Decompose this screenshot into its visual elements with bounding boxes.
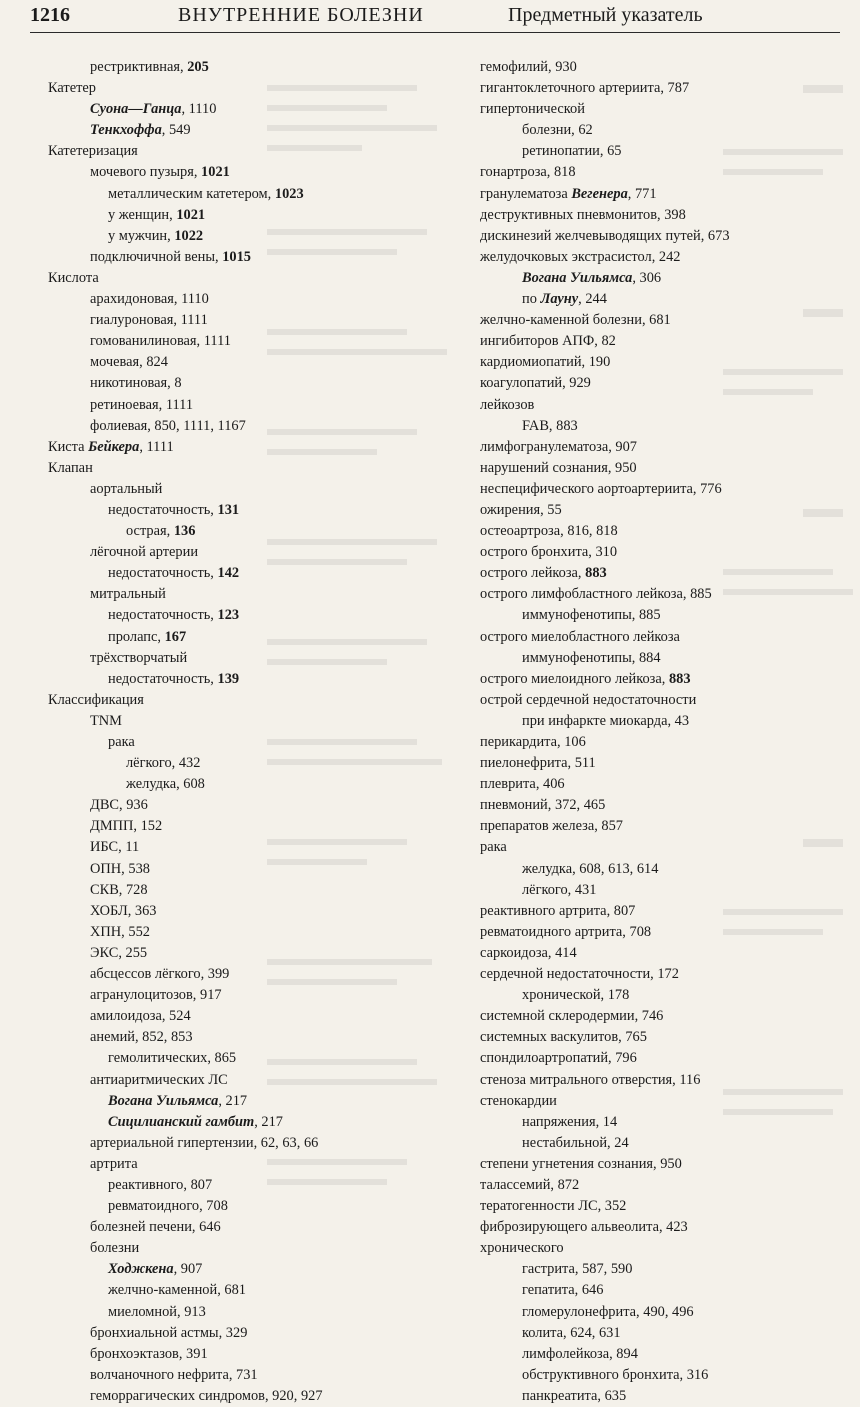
index-text: у мужчин,	[108, 228, 174, 244]
index-entry	[48, 458, 398, 479]
index-entry	[48, 184, 398, 205]
index-text: никотиновая, 8	[90, 375, 182, 391]
index-text: реактивного, 807	[108, 1177, 212, 1193]
index-text: лёгочной артерии	[90, 544, 198, 560]
index-text: системных васкулитов, 765	[480, 1029, 647, 1045]
index-eponym: Сицилианский гамбит	[108, 1114, 254, 1130]
index-entry	[480, 542, 840, 563]
index-entry	[48, 99, 398, 120]
index-text: лёгкого, 431	[522, 882, 596, 898]
index-text: Катетер	[48, 80, 96, 96]
index-text: нарушений сознания, 950	[480, 460, 637, 476]
index-eponym: Тенкхоффа	[90, 122, 162, 138]
index-text: деструктивных пневмонитов, 398	[480, 207, 686, 223]
index-text: острого бронхита, 310	[480, 544, 617, 560]
index-text: нестабильной, 24	[522, 1135, 629, 1151]
index-entry	[48, 985, 398, 1006]
index-text: спондилоартропатий, 796	[480, 1050, 637, 1066]
index-entry	[480, 901, 840, 922]
index-text: пиелонефрита, 511	[480, 755, 596, 771]
index-entry	[480, 584, 840, 605]
index-entry	[48, 162, 398, 183]
index-text: обструктивного бронхита, 316	[522, 1367, 708, 1383]
index-entry	[480, 774, 840, 795]
index-eponym: Лауну	[541, 291, 579, 307]
index-text: у женщин,	[108, 207, 176, 223]
index-text: тератогенности ЛС, 352	[480, 1198, 626, 1214]
index-entry	[48, 753, 398, 774]
index-text: препаратов железа, 857	[480, 818, 623, 834]
index-page-ref-bold: 205	[187, 59, 209, 75]
index-eponym: Суона—Ганца	[90, 101, 181, 117]
index-text: желудка, 608, 613, 614	[522, 861, 658, 877]
index-page-ref-bold: 1015	[222, 249, 251, 265]
index-entry	[48, 1175, 398, 1196]
index-entry	[480, 1238, 840, 1259]
index-text: гепатита, 646	[522, 1282, 603, 1298]
index-entry	[48, 205, 398, 226]
index-text: Клапан	[48, 460, 93, 476]
index-entry	[480, 985, 840, 1006]
index-text: трёхстворчатый	[90, 650, 187, 666]
index-text: сердечной недостаточности, 172	[480, 966, 679, 982]
index-text: подключичной вены,	[90, 249, 222, 265]
index-entry	[48, 732, 398, 753]
index-entry	[48, 268, 398, 289]
index-entry	[480, 395, 840, 416]
index-text: геморрагических синдромов, 920, 927	[90, 1388, 323, 1404]
page-header	[30, 4, 840, 33]
index-entry	[48, 1386, 398, 1407]
index-entry	[48, 437, 398, 458]
index-entry	[48, 922, 398, 943]
index-entry	[48, 352, 398, 373]
index-entry	[480, 711, 840, 732]
index-entry	[48, 563, 398, 584]
index-text: гастрита, 587, 590	[522, 1261, 632, 1277]
index-text: ХОБЛ, 363	[90, 903, 157, 919]
index-text: артрита	[90, 1156, 138, 1172]
index-text: панкреатита, 635	[522, 1388, 626, 1404]
index-text: бронхоэктазов, 391	[90, 1346, 208, 1362]
index-entry	[48, 943, 398, 964]
index-entry	[480, 1091, 840, 1112]
index-entry	[480, 690, 840, 711]
index-entry	[480, 437, 840, 458]
index-text: рестриктивная,	[90, 59, 187, 75]
index-entry	[480, 1259, 840, 1280]
index-text: ДМПП, 152	[90, 818, 162, 834]
index-text: коагулопатий, 929	[480, 375, 591, 391]
index-entry	[480, 1302, 840, 1323]
index-entry	[48, 310, 398, 331]
index-entry	[48, 1027, 398, 1048]
index-page-ref-bold: 136	[174, 523, 196, 539]
index-entry	[48, 605, 398, 626]
index-text: иммунофенотипы, 885	[522, 607, 661, 623]
index-entry	[480, 289, 840, 310]
index-text: ретинопатии, 65	[522, 143, 621, 159]
index-text: талассемий, 872	[480, 1177, 579, 1193]
index-entry	[48, 859, 398, 880]
index-eponym: Бейкера	[88, 439, 139, 455]
index-entry	[480, 732, 840, 753]
index-entry	[480, 1280, 840, 1301]
index-text: , 244	[578, 291, 607, 307]
index-page-ref-bold: 883	[669, 671, 691, 687]
index-text: , 771	[628, 186, 657, 202]
index-entry	[48, 1323, 398, 1344]
index-entry	[48, 120, 398, 141]
index-text: острого миелоидного лейкоза,	[480, 671, 669, 687]
index-text: кардиомиопатий, 190	[480, 354, 610, 370]
index-eponym: Вогана Уильямса	[108, 1093, 218, 1109]
index-entry	[480, 162, 840, 183]
index-entry	[480, 859, 840, 880]
index-entry	[480, 964, 840, 985]
index-entry	[480, 57, 840, 78]
index-text: Классификация	[48, 692, 144, 708]
index-text: хронической, 178	[522, 987, 629, 1003]
index-page-ref-bold: 139	[218, 671, 240, 687]
index-entry	[480, 1048, 840, 1069]
index-page-ref-bold: 131	[218, 502, 240, 518]
index-text: митральный	[90, 586, 166, 602]
index-text: анемий, 852, 853	[90, 1029, 193, 1045]
index-text: пролапс,	[108, 629, 165, 645]
index-entry	[48, 1365, 398, 1386]
index-entry	[480, 352, 840, 373]
index-text: лимфогранулематоза, 907	[480, 439, 637, 455]
index-entry	[480, 795, 840, 816]
index-entry	[48, 331, 398, 352]
index-text: рака	[108, 734, 135, 750]
index-text: острой сердечной недостаточности	[480, 692, 696, 708]
index-text: при инфаркте миокарда, 43	[522, 713, 689, 729]
index-text: миеломной, 913	[108, 1304, 206, 1320]
index-entry	[48, 711, 398, 732]
index-text: острого лимфобластного лейкоза, 885	[480, 586, 712, 602]
index-text: желчно-каменной болезни, 681	[480, 312, 671, 328]
index-text: ожирения, 55	[480, 502, 562, 518]
index-text: , 217	[218, 1093, 247, 1109]
index-eponym: Вегенера	[571, 186, 627, 202]
index-entry	[480, 416, 840, 437]
index-text: острого лейкоза,	[480, 565, 585, 581]
index-entry	[48, 690, 398, 711]
index-entry	[48, 1217, 398, 1238]
index-entry	[48, 542, 398, 563]
index-entry	[48, 416, 398, 437]
index-entry	[480, 247, 840, 268]
index-entry	[480, 1133, 840, 1154]
index-text: ОПН, 538	[90, 861, 150, 877]
index-text: ДВС, 936	[90, 797, 148, 813]
index-entry	[480, 268, 840, 289]
index-entry	[48, 1048, 398, 1069]
index-entry	[48, 1280, 398, 1301]
index-text: стенокардии	[480, 1093, 557, 1109]
index-entry	[480, 120, 840, 141]
index-text: гонартроза, 818	[480, 164, 576, 180]
index-text: СКВ, 728	[90, 882, 148, 898]
index-entry	[480, 648, 840, 669]
index-page-ref-bold: 1022	[174, 228, 203, 244]
index-entry	[480, 627, 840, 648]
index-text: арахидоновая, 1110	[90, 291, 209, 307]
index-entry	[480, 500, 840, 521]
index-entry	[480, 1323, 840, 1344]
index-text: антиаритмических ЛС	[90, 1072, 228, 1088]
index-text: болезни	[90, 1240, 139, 1256]
index-text: недостаточность,	[108, 671, 218, 687]
index-text: гомованилиновая, 1111	[90, 333, 231, 349]
index-column-left	[48, 57, 398, 1407]
index-text: абсцессов лёгкого, 399	[90, 966, 229, 982]
index-entry	[480, 479, 840, 500]
index-text: лёгкого, 432	[126, 755, 200, 771]
index-text: плеврита, 406	[480, 776, 565, 792]
index-entry	[48, 289, 398, 310]
index-entry	[48, 57, 398, 78]
index-entry	[48, 500, 398, 521]
index-text: , 1110	[181, 101, 216, 117]
index-text: реактивного артрита, 807	[480, 903, 635, 919]
index-entry	[480, 99, 840, 120]
index-entry	[48, 1238, 398, 1259]
index-text: хронического	[480, 1240, 564, 1256]
index-entry	[48, 141, 398, 162]
index-text: бронхиальной астмы, 329	[90, 1325, 247, 1341]
index-text: недостаточность,	[108, 565, 218, 581]
index-text: фиброзирующего альвеолита, 423	[480, 1219, 688, 1235]
index-entry	[48, 1006, 398, 1027]
index-entry	[480, 458, 840, 479]
index-entry	[480, 880, 840, 901]
index-text: острого миелобластного лейкоза	[480, 629, 680, 645]
index-text: , 217	[254, 1114, 283, 1130]
index-entry	[480, 1006, 840, 1027]
index-entry	[48, 78, 398, 99]
index-entry	[480, 1027, 840, 1048]
index-entry	[48, 816, 398, 837]
index-entry	[48, 521, 398, 542]
index-text: мочевого пузыря,	[90, 164, 201, 180]
index-text: желчно-каменной, 681	[108, 1282, 246, 1298]
index-text: FAB, 883	[522, 418, 578, 434]
index-text: гемолитических, 865	[108, 1050, 236, 1066]
index-entry	[480, 1112, 840, 1133]
index-entry	[48, 627, 398, 648]
index-text: гипертонической	[480, 101, 585, 117]
index-entry	[48, 1133, 398, 1154]
index-entry	[480, 1344, 840, 1365]
index-text: рака	[480, 839, 507, 855]
index-entry	[48, 395, 398, 416]
index-entry	[48, 837, 398, 858]
index-entry	[480, 922, 840, 943]
index-entry	[480, 1386, 840, 1407]
index-page-ref-bold: 883	[585, 565, 607, 581]
index-text: ИБС, 11	[90, 839, 139, 855]
index-entry	[480, 521, 840, 542]
index-entry	[480, 141, 840, 162]
book-title: ВНУТРЕННИЕ БОЛЕЗНИ	[178, 4, 424, 27]
index-text: степени угнетения сознания, 950	[480, 1156, 682, 1172]
index-entry	[480, 331, 840, 352]
index-text: недостаточность,	[108, 502, 218, 518]
index-text: мочевая, 824	[90, 354, 168, 370]
index-page-ref-bold: 1021	[201, 164, 230, 180]
index-page-ref-bold: 1023	[275, 186, 304, 202]
index-entry	[48, 1070, 398, 1091]
index-entry	[48, 1091, 398, 1112]
index-entry	[480, 226, 840, 247]
index-entry	[480, 78, 840, 99]
index-entry	[48, 373, 398, 394]
index-entry	[48, 1259, 398, 1280]
index-text: колита, 624, 631	[522, 1325, 621, 1341]
index-text: системной склеродермии, 746	[480, 1008, 663, 1024]
index-text: гранулематоза	[480, 186, 571, 202]
index-text: , 306	[632, 270, 661, 286]
index-text: гломерулонефрита, 490, 496	[522, 1304, 694, 1320]
index-eponym: Ходжкена	[108, 1261, 174, 1277]
index-entry	[480, 605, 840, 626]
index-text: саркоидоза, 414	[480, 945, 577, 961]
index-entry	[480, 373, 840, 394]
index-text: волчаночного нефрита, 731	[90, 1367, 258, 1383]
index-text: иммунофенотипы, 884	[522, 650, 661, 666]
index-entry	[48, 1196, 398, 1217]
index-entry	[48, 247, 398, 268]
index-entry	[480, 184, 840, 205]
index-text: артериальной гипертензии, 62, 63, 66	[90, 1135, 318, 1151]
index-text: ретиноевая, 1111	[90, 397, 193, 413]
index-text: металлическим катетером,	[108, 186, 275, 202]
index-entry	[480, 1175, 840, 1196]
index-text: фолиевая, 850, 1111, 1167	[90, 418, 246, 434]
index-text: гиалуроновая, 1111	[90, 312, 208, 328]
index-entry	[480, 205, 840, 226]
index-page-ref-bold: 142	[218, 565, 240, 581]
index-entry	[480, 1196, 840, 1217]
index-text: дискинезий желчевыводящих путей, 673	[480, 228, 730, 244]
index-text: недостаточность,	[108, 607, 218, 623]
section-title: Предметный указатель	[508, 4, 703, 27]
index-entry	[480, 310, 840, 331]
index-text: Киста	[48, 439, 88, 455]
index-entry	[480, 1070, 840, 1091]
index-entry	[48, 774, 398, 795]
index-entry	[480, 753, 840, 774]
index-text: болезней печени, 646	[90, 1219, 221, 1235]
index-text: , 1111	[139, 439, 173, 455]
index-text: агранулоцитозов, 917	[90, 987, 222, 1003]
index-text: амилоидоза, 524	[90, 1008, 191, 1024]
index-text: перикардита, 106	[480, 734, 586, 750]
index-entry	[48, 479, 398, 500]
index-entry	[48, 226, 398, 247]
index-text: TNM	[90, 713, 122, 729]
index-text: по	[522, 291, 541, 307]
index-text: Катетеризация	[48, 143, 138, 159]
index-entry	[480, 563, 840, 584]
index-text: гигантоклеточного артериита, 787	[480, 80, 689, 96]
index-entry	[48, 1344, 398, 1365]
index-text: ХПН, 552	[90, 924, 150, 940]
index-text: Кислота	[48, 270, 99, 286]
index-text: желудочковых экстрасистол, 242	[480, 249, 681, 265]
index-text: пневмоний, 372, 465	[480, 797, 605, 813]
index-entry	[48, 1302, 398, 1323]
index-entry	[48, 964, 398, 985]
index-entry	[48, 584, 398, 605]
index-entry	[480, 1365, 840, 1386]
index-entry	[480, 1154, 840, 1175]
page-number: 1216	[30, 4, 70, 27]
index-entry	[48, 901, 398, 922]
index-entry	[480, 837, 840, 858]
index-entry	[48, 1154, 398, 1175]
index-text: гемофилий, 930	[480, 59, 577, 75]
index-entry	[48, 795, 398, 816]
index-text: неспецифического аортоартериита, 776	[480, 481, 722, 497]
index-entry	[48, 648, 398, 669]
index-text: напряжения, 14	[522, 1114, 617, 1130]
index-text: аортальный	[90, 481, 162, 497]
index-text: ингибиторов АПФ, 82	[480, 333, 616, 349]
index-text: лимфолейкоза, 894	[522, 1346, 638, 1362]
index-entry	[480, 816, 840, 837]
index-entry	[480, 669, 840, 690]
index-page-ref-bold: 1021	[176, 207, 205, 223]
index-entry	[48, 669, 398, 690]
index-text: ЭКС, 255	[90, 945, 147, 961]
index-text: желудка, 608	[126, 776, 205, 792]
index-entry	[480, 943, 840, 964]
index-text: ревматоидного артрита, 708	[480, 924, 651, 940]
index-text: стеноза митрального отверстия, 116	[480, 1072, 700, 1088]
index-text: остеоартроза, 816, 818	[480, 523, 618, 539]
index-eponym: Вогана Уильямса	[522, 270, 632, 286]
index-text: , 907	[174, 1261, 203, 1277]
index-entry	[48, 880, 398, 901]
index-entry	[480, 1217, 840, 1238]
index-page-ref-bold: 123	[218, 607, 240, 623]
index-column-right	[480, 57, 840, 1407]
index-text: лейкозов	[480, 397, 534, 413]
index-text: , 549	[162, 122, 191, 138]
index-text: ревматоидного, 708	[108, 1198, 228, 1214]
index-page-ref-bold: 167	[165, 629, 187, 645]
index-text: острая,	[126, 523, 174, 539]
index-text: болезни, 62	[522, 122, 593, 138]
index-entry	[48, 1112, 398, 1133]
